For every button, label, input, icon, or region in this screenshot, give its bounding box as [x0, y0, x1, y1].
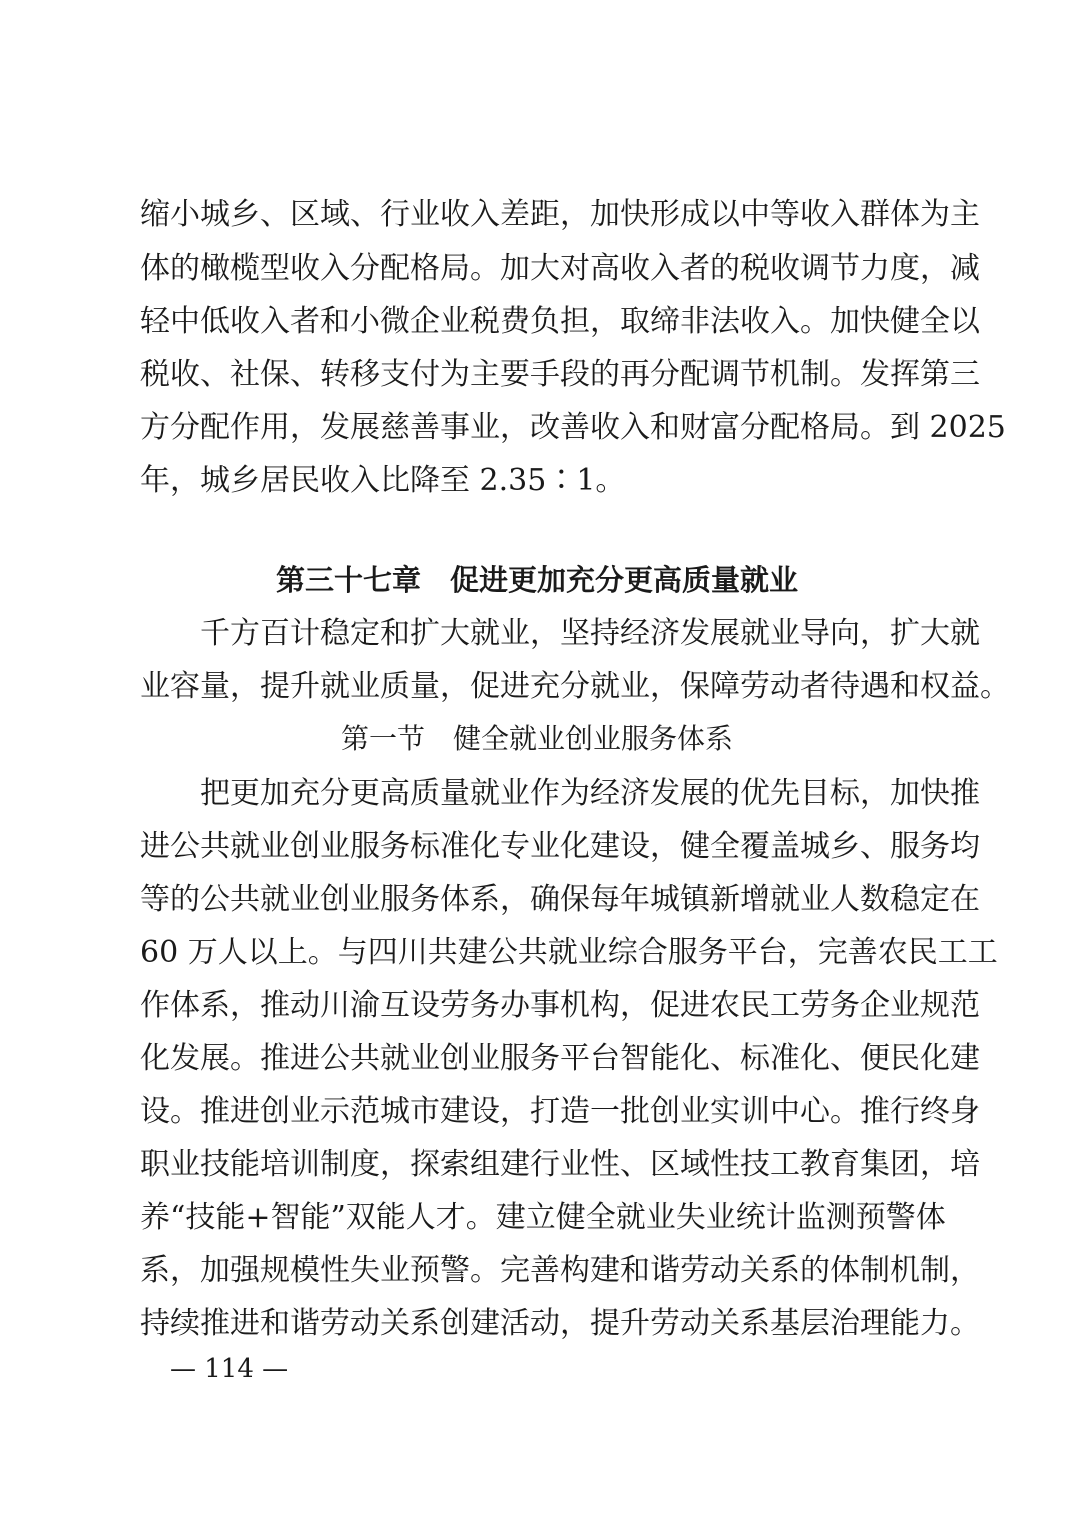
paragraph-line: 千方百计稳定和扩大就业，坚持经济发展就业导向，扩大就 [200, 616, 980, 651]
paragraph-line: 系，加强规模性失业预警。完善构建和谐劳动关系的体制机制， [140, 1253, 980, 1288]
paragraph-line: 持续推进和谐劳动关系创建活动，提升劳动关系基层治理能力。 [140, 1306, 980, 1341]
paragraph-line: 体的橄榄型收入分配格局。加大对高收入者的税收调节力度，减 [140, 251, 980, 286]
paragraph-line: 方分配作用，发展慈善事业，改善收入和财富分配格局。到 2025 [140, 410, 1006, 445]
paragraph-line: 业容量，提升就业质量，促进充分就业，保障劳动者待遇和权益。 [140, 669, 1010, 704]
paragraph-line: 化发展。推进公共就业创业服务平台智能化、标准化、便民化建 [140, 1041, 980, 1076]
paragraph-line: 等的公共就业创业服务体系，确保每年城镇新增就业人数稳定在 [140, 882, 980, 917]
paragraph-line: 把更加充分更高质量就业作为经济发展的优先目标，加快推 [200, 776, 980, 811]
paragraph-line: 60 万人以上。与四川共建公共就业综合服务平台，完善农民工工 [140, 935, 998, 970]
paragraph-line: 轻中低收入者和小微企业税费负担，取缔非法收入。加快健全以 [140, 304, 980, 339]
chapter-heading: 第三十七章 促进更加充分更高质量就业 [275, 563, 798, 597]
paragraph-line: 进公共就业创业服务标准化专业化建设，健全覆盖城乡、服务均 [140, 829, 980, 864]
paragraph-line: 设。推进创业示范城市建设，打造一批创业实训中心。推行终身 [140, 1094, 980, 1129]
paragraph-line: 税收、社保、转移支付为主要手段的再分配调节机制。发挥第三 [140, 357, 980, 392]
paragraph-line: 职业技能培训制度，探索组建行业性、区域性技工教育集团，培 [140, 1147, 980, 1182]
paragraph-line: 养“技能+智能”双能人才。建立健全就业失业统计监测预警体 [140, 1200, 946, 1235]
section-heading: 第一节 健全就业创业服务体系 [340, 722, 733, 755]
paragraph-line: 年，城乡居民收入比降至 2.35∶1。 [140, 463, 626, 498]
page-number: — 114 — [170, 1354, 289, 1384]
paragraph-line: 缩小城乡、区域、行业收入差距，加快形成以中等收入群体为主 [140, 197, 980, 232]
paragraph-line: 作体系，推动川渝互设劳务办事机构，促进农民工劳务企业规范 [140, 988, 980, 1023]
